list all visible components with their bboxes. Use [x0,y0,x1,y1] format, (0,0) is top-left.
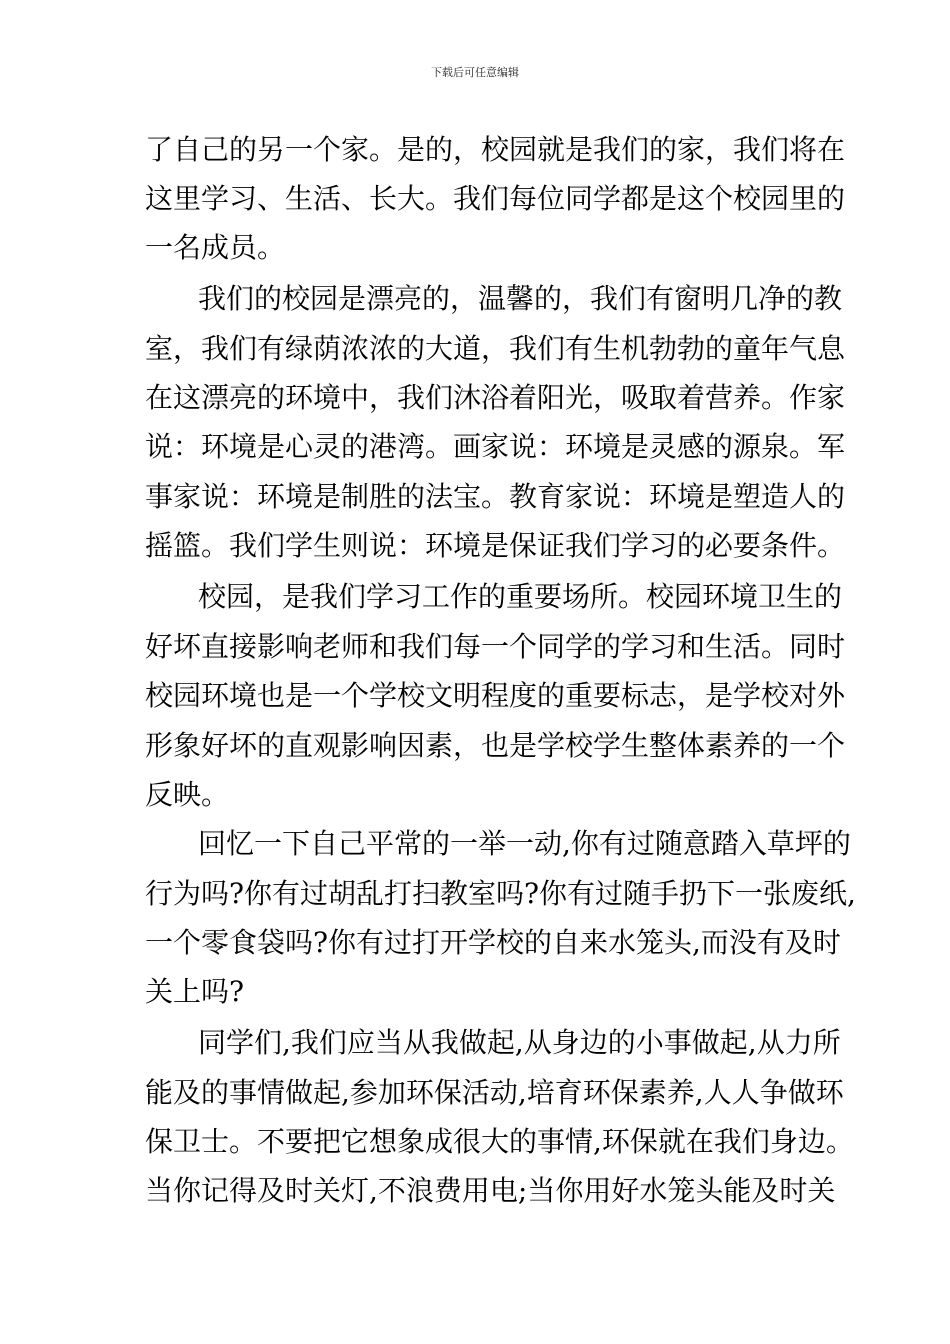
text-line: 一名成员。 [145,231,286,264]
text-line: 好坏直接影响老师和我们每一个同学的学习和生活。同时 [145,630,846,663]
text-line: 一个零食袋吗?你有过打开学校的自来水笼头,而没有及时 [145,926,841,959]
text-line: 保卫士。不要把它想象成很大的事情,环保就在我们身边。 [145,1125,854,1158]
text-line: 行为吗?你有过胡乱打扫教室吗?你有过随手扔下一张废纸, [145,877,856,910]
text-line: 这里学习、生活、长大。我们每位同学都是这个校园里的 [145,182,846,215]
paragraph-first-line: 同学们,我们应当从我做起,从身边的小事做起,从力所 [198,1026,841,1059]
text-line: 当你记得及时关灯,不浪费用电;当你用好水笼头能及时关 [145,1174,836,1207]
text-line: 关上吗? [145,975,245,1008]
text-line: 校园环境也是一个学校文明程度的重要标志，是学校对外 [145,679,846,712]
text-line: 摇篮。我们学生则说：环境是保证我们学习的必要条件。 [145,529,846,562]
text-line: 反映。 [145,778,230,811]
paragraph-first-line: 回忆一下自己平常的一举一动,你有过随意踏入草坪的 [198,827,851,860]
text-line: 了自己的另一个家。是的，校园就是我们的家，我们将在 [145,133,846,166]
paragraph-first-line: 校园，是我们学习工作的重要场所。校园环境卫生的 [198,580,843,613]
paragraph-first-line: 我们的校园是漂亮的，温馨的，我们有窗明几净的教 [198,282,843,315]
text-line: 能及的事情做起,参加环保活动,培育环保素养,人人争做环 [145,1076,844,1109]
text-line: 形象好坏的直观影响因素，也是学校学生整体素养的一个 [145,729,846,762]
text-line: 在这漂亮的环境中，我们沐浴着阳光，吸取着营养。作家 [145,381,846,414]
page-header: 下载后可任意编辑 [431,66,519,79]
text-line: 说：环境是心灵的港湾。画家说：环境是灵感的源泉。军 [145,430,846,463]
text-line: 室，我们有绿荫浓浓的大道，我们有生机勃勃的童年气息 [145,332,846,365]
text-line: 事家说：环境是制胜的法宝。教育家说：环境是塑造人的 [145,480,846,513]
